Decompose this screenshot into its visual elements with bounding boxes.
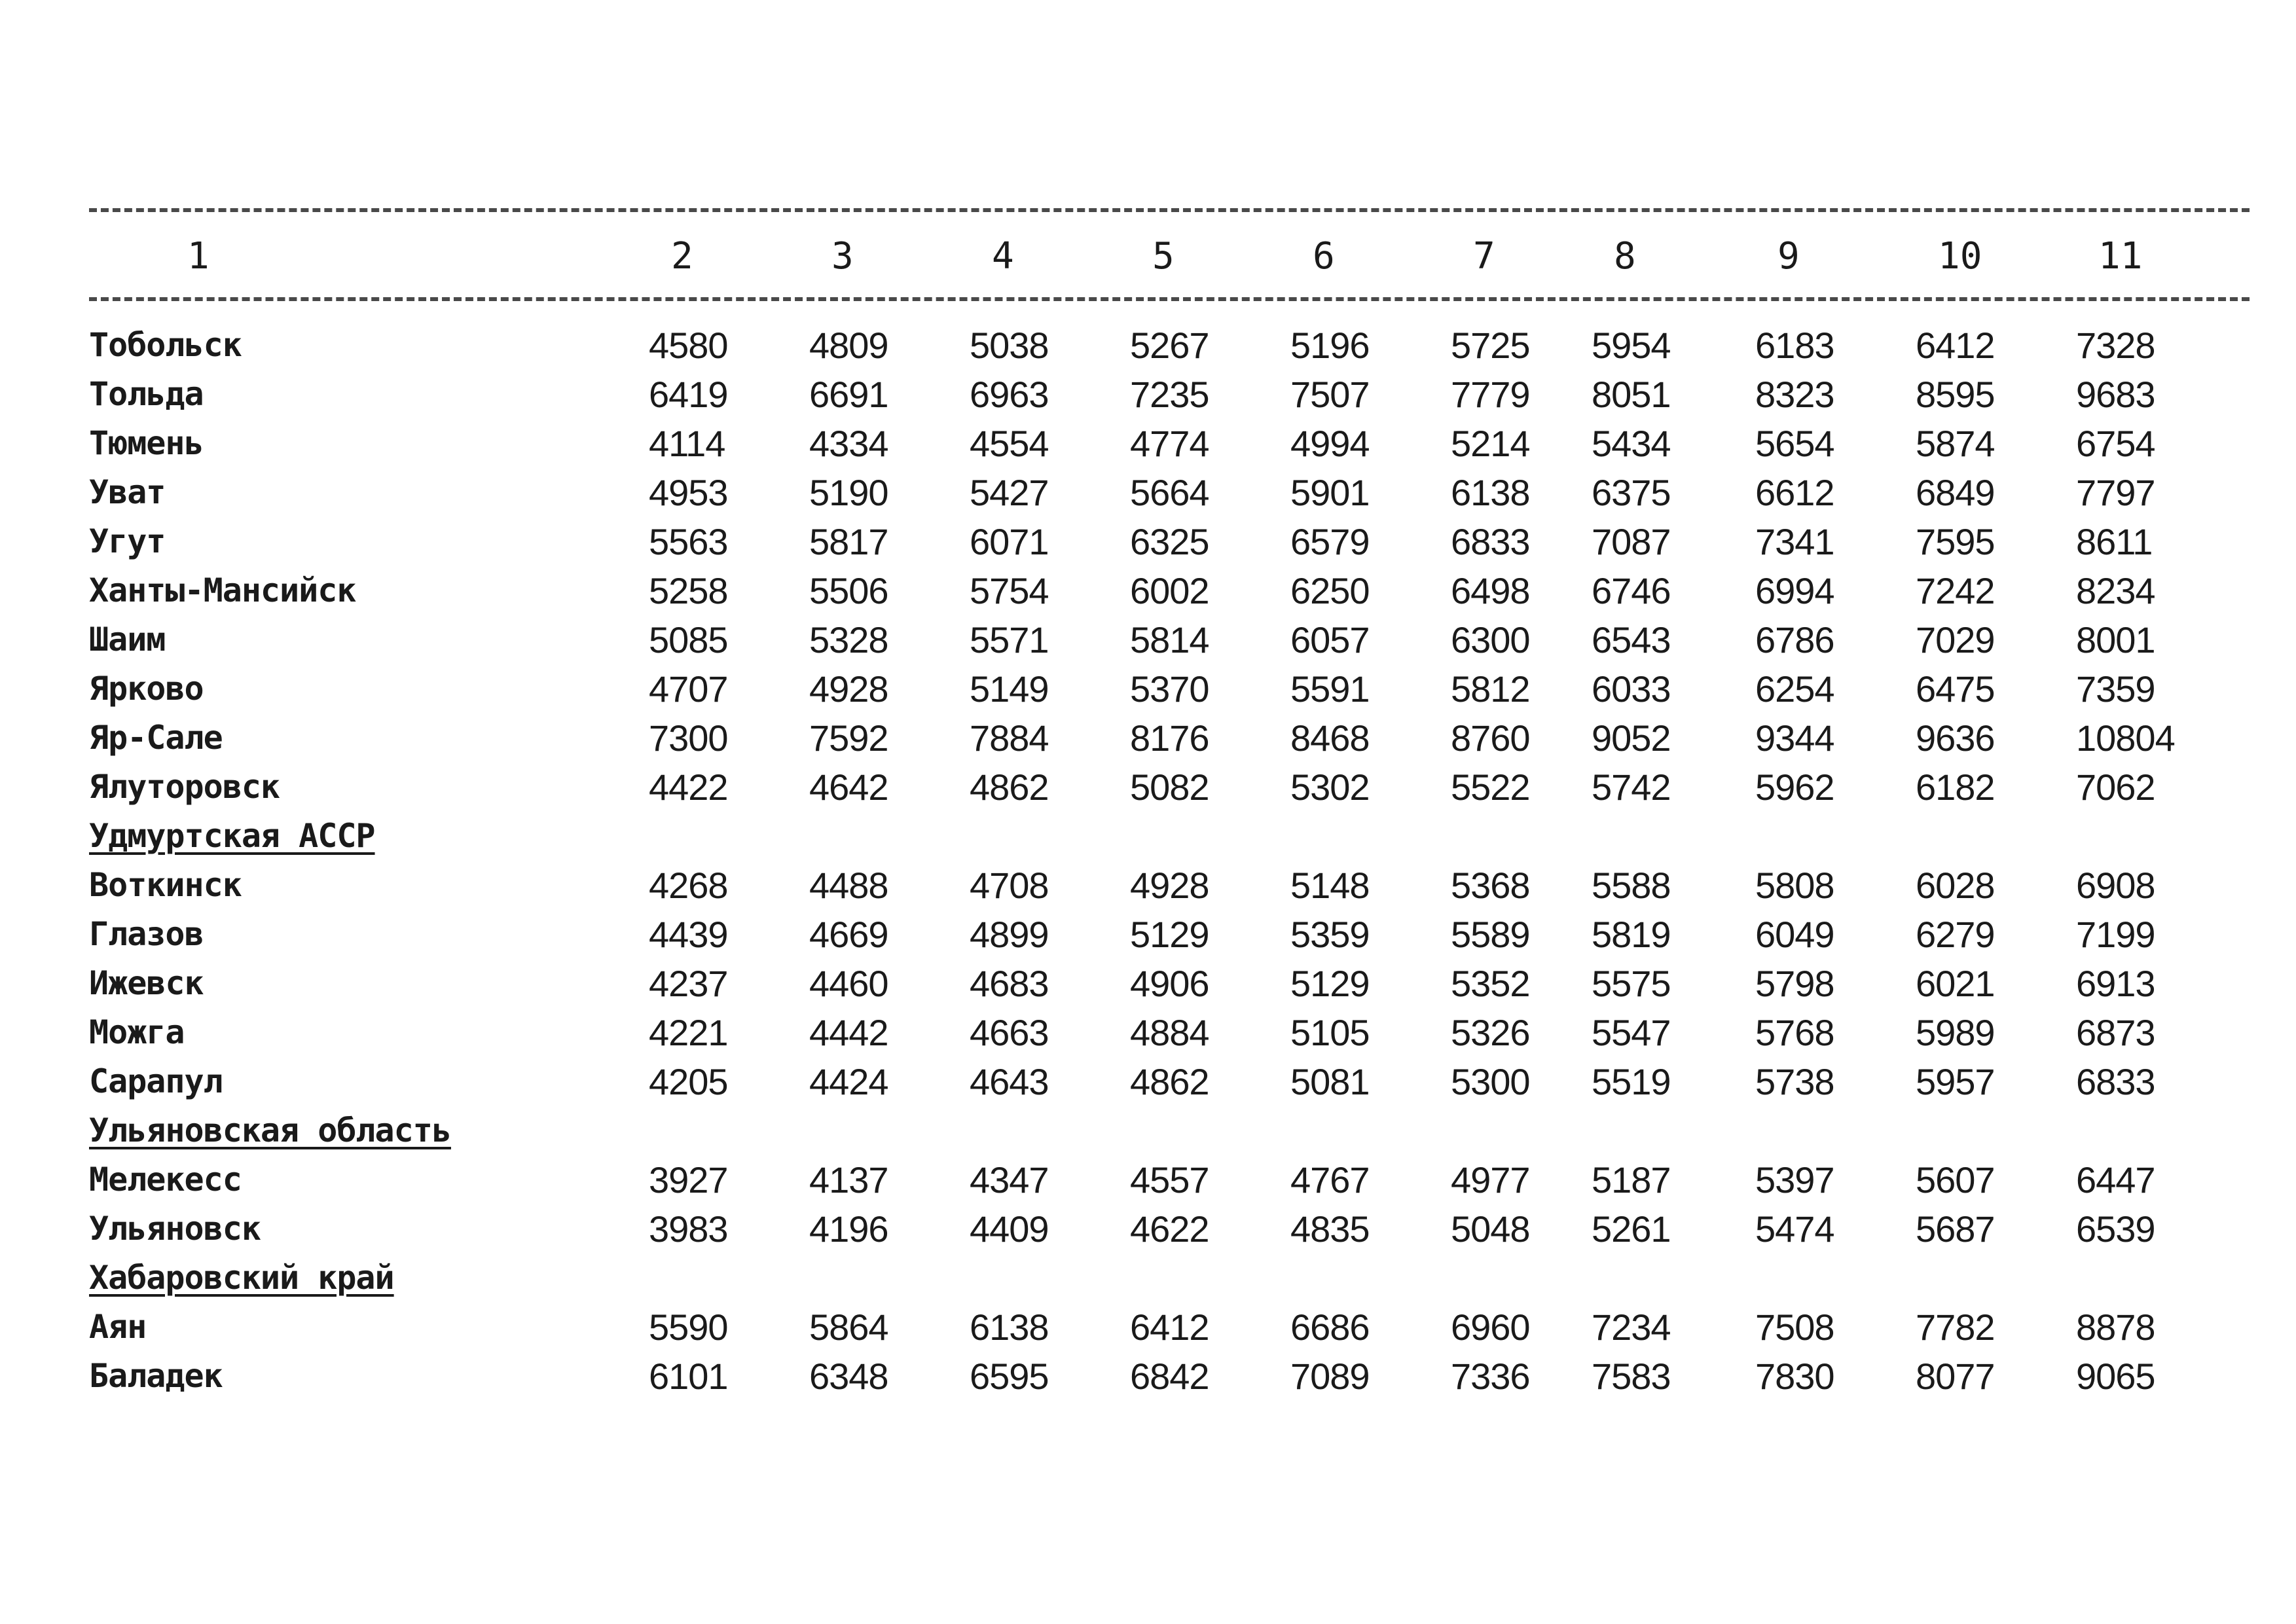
- value-cell-col-7: 5725: [1451, 325, 1530, 366]
- column-header-1: 1: [187, 235, 210, 278]
- value-cell-col-10: 5957: [1916, 1061, 1995, 1102]
- value-cell-col-3: 4137: [809, 1159, 888, 1200]
- value-cell-col-2: 4205: [649, 1061, 728, 1102]
- value-cell-col-6: 4994: [1290, 423, 1370, 464]
- value-cell-col-4: 6595: [970, 1356, 1049, 1397]
- value-cell-col-7: 5812: [1451, 668, 1530, 710]
- column-header-8: 8: [1614, 235, 1636, 278]
- value-cell-col-7: 5326: [1451, 1012, 1530, 1053]
- value-cell-col-6: 5302: [1290, 767, 1370, 808]
- value-cell-col-7: 5300: [1451, 1061, 1530, 1102]
- value-cell-col-5: 6842: [1130, 1356, 1209, 1397]
- table-row: [89, 517, 2250, 566]
- value-cell-col-9: 6786: [1755, 619, 1834, 660]
- value-cell-col-8: 6543: [1592, 619, 1671, 660]
- value-cell-col-2: 4422: [649, 767, 728, 808]
- value-cell-col-11: 7359: [2076, 668, 2155, 710]
- value-cell-col-11: 6873: [2076, 1012, 2155, 1053]
- value-cell-col-9: 5474: [1755, 1208, 1834, 1250]
- value-cell-col-11: 6908: [2076, 865, 2155, 906]
- section-heading: Удмуртская АССР: [89, 817, 375, 855]
- value-cell-col-11: 8611: [2076, 521, 2153, 562]
- value-cell-col-11: 8878: [2076, 1307, 2155, 1348]
- value-cell-col-11: 7199: [2076, 914, 2155, 955]
- value-cell-col-8: 5519: [1592, 1061, 1671, 1102]
- value-cell-col-2: 4580: [649, 325, 728, 366]
- value-cell-col-2: 3983: [649, 1208, 728, 1250]
- table-row: [89, 910, 2250, 959]
- value-cell-col-2: 5258: [649, 570, 728, 611]
- value-cell-col-5: 5664: [1130, 472, 1209, 513]
- value-cell-col-6: 5081: [1290, 1061, 1370, 1102]
- section-heading-row: [89, 812, 2250, 861]
- value-cell-col-7: 5368: [1451, 865, 1530, 906]
- value-cell-col-11: 9683: [2076, 374, 2155, 415]
- value-cell-col-3: 6691: [809, 374, 888, 415]
- value-cell-col-10: 6412: [1916, 325, 1995, 366]
- value-cell-col-6: 6579: [1290, 521, 1370, 562]
- value-cell-col-8: 5742: [1592, 767, 1671, 808]
- city-name: Аян: [89, 1308, 147, 1346]
- value-cell-col-3: 4809: [809, 325, 888, 366]
- table-row: [89, 321, 2250, 370]
- value-cell-col-5: 5082: [1130, 767, 1209, 808]
- value-cell-col-11: 7328: [2076, 325, 2155, 366]
- value-cell-col-11: 10804: [2076, 717, 2175, 759]
- value-cell-col-9: 6994: [1755, 570, 1834, 611]
- value-cell-col-8: 8051: [1592, 374, 1671, 415]
- city-name: Можга: [89, 1013, 185, 1051]
- value-cell-col-2: 7300: [649, 717, 728, 759]
- top-rule: [89, 208, 2250, 212]
- value-cell-col-8: 5575: [1592, 963, 1671, 1004]
- value-cell-col-3: 4460: [809, 963, 888, 1004]
- table-row: [89, 615, 2250, 664]
- city-name: Баладек: [89, 1357, 223, 1395]
- value-cell-col-10: 9636: [1916, 717, 1995, 759]
- column-header-4: 4: [992, 235, 1014, 278]
- value-cell-col-4: 5571: [970, 619, 1049, 660]
- value-cell-col-6: 5105: [1290, 1012, 1370, 1053]
- city-name: Глазов: [89, 915, 204, 953]
- value-cell-col-10: 6475: [1916, 668, 1995, 710]
- value-cell-col-6: 7089: [1290, 1356, 1370, 1397]
- value-cell-col-10: 5989: [1916, 1012, 1995, 1053]
- table-row: [89, 763, 2250, 812]
- value-cell-col-6: 5129: [1290, 963, 1370, 1004]
- value-cell-col-7: 6960: [1451, 1307, 1530, 1348]
- value-cell-col-8: 5819: [1592, 914, 1671, 955]
- value-cell-col-11: 6447: [2076, 1159, 2155, 1200]
- data-table: [89, 208, 2250, 1401]
- value-cell-col-9: 9344: [1755, 717, 1834, 759]
- value-cell-col-8: 7087: [1592, 521, 1671, 562]
- value-cell-col-6: 6250: [1290, 570, 1370, 611]
- value-cell-col-6: 5591: [1290, 668, 1370, 710]
- city-name: Ярково: [89, 670, 204, 708]
- city-name: Ханты-Мансийск: [89, 571, 356, 609]
- value-cell-col-5: 5129: [1130, 914, 1209, 955]
- value-cell-col-11: 8234: [2076, 570, 2155, 611]
- value-cell-col-10: 6028: [1916, 865, 1995, 906]
- column-header-9: 9: [1777, 235, 1800, 278]
- value-cell-col-10: 7782: [1916, 1307, 1995, 1348]
- city-name: Тольда: [89, 375, 204, 413]
- value-cell-col-11: 9065: [2076, 1356, 2155, 1397]
- value-cell-col-4: 5427: [970, 472, 1049, 513]
- section-heading-row: [89, 1254, 2250, 1303]
- value-cell-col-9: 5798: [1755, 963, 1834, 1004]
- value-cell-col-5: 4884: [1130, 1012, 1209, 1053]
- value-cell-col-4: 4663: [970, 1012, 1049, 1053]
- city-name: Ульяновск: [89, 1210, 261, 1248]
- value-cell-col-9: 5654: [1755, 423, 1834, 464]
- value-cell-col-10: 6849: [1916, 472, 1995, 513]
- value-cell-col-7: 6833: [1451, 521, 1530, 562]
- value-cell-col-11: 8001: [2076, 619, 2155, 660]
- value-cell-col-5: 5814: [1130, 619, 1209, 660]
- value-cell-col-4: 5754: [970, 570, 1049, 611]
- table-row: [89, 1303, 2250, 1352]
- value-cell-col-7: 7779: [1451, 374, 1530, 415]
- value-cell-col-7: 5048: [1451, 1208, 1530, 1250]
- value-cell-col-3: 4928: [809, 668, 888, 710]
- value-cell-col-2: 4114: [649, 423, 725, 464]
- value-cell-col-9: 5962: [1755, 767, 1834, 808]
- value-cell-col-11: 6913: [2076, 963, 2155, 1004]
- value-cell-col-6: 4767: [1290, 1159, 1370, 1200]
- value-cell-col-3: 5864: [809, 1307, 888, 1348]
- value-cell-col-8: 5187: [1592, 1159, 1671, 1200]
- city-name: Тюмень: [89, 424, 204, 462]
- value-cell-col-5: 4906: [1130, 963, 1209, 1004]
- value-cell-col-6: 6686: [1290, 1307, 1370, 1348]
- value-cell-col-3: 4334: [809, 423, 888, 464]
- value-cell-col-9: 6183: [1755, 325, 1834, 366]
- value-cell-col-6: 5148: [1290, 865, 1370, 906]
- city-name: Ижевск: [89, 964, 204, 1002]
- value-cell-col-11: 7797: [2076, 472, 2155, 513]
- value-cell-col-10: 7029: [1916, 619, 1995, 660]
- value-cell-col-10: 6279: [1916, 914, 1995, 955]
- value-cell-col-6: 6057: [1290, 619, 1370, 660]
- value-cell-col-9: 5768: [1755, 1012, 1834, 1053]
- city-name: Шаим: [89, 621, 166, 659]
- value-cell-col-4: 4347: [970, 1159, 1049, 1200]
- value-cell-col-5: 6412: [1130, 1307, 1209, 1348]
- value-cell-col-3: 5190: [809, 472, 888, 513]
- value-cell-col-5: 4774: [1130, 423, 1209, 464]
- value-cell-col-3: 4196: [809, 1208, 888, 1250]
- value-cell-col-9: 7830: [1755, 1356, 1834, 1397]
- value-cell-col-5: 6325: [1130, 521, 1209, 562]
- value-cell-col-7: 6138: [1451, 472, 1530, 513]
- value-cell-col-5: 4928: [1130, 865, 1209, 906]
- value-cell-col-4: 4683: [970, 963, 1049, 1004]
- value-cell-col-2: 4268: [649, 865, 728, 906]
- city-name: Ялуторовск: [89, 768, 280, 806]
- city-name: Угут: [89, 522, 166, 560]
- city-name: Тобольск: [89, 326, 242, 364]
- value-cell-col-10: 7595: [1916, 521, 1995, 562]
- value-cell-col-3: 7592: [809, 717, 888, 759]
- value-cell-col-3: 4488: [809, 865, 888, 906]
- value-cell-col-2: 4953: [649, 472, 728, 513]
- value-cell-col-4: 4554: [970, 423, 1049, 464]
- column-header-11: 11: [2098, 235, 2143, 278]
- value-cell-col-4: 4862: [970, 767, 1049, 808]
- value-cell-col-9: 5738: [1755, 1061, 1834, 1102]
- value-cell-col-8: 7583: [1592, 1356, 1671, 1397]
- value-cell-col-5: 5370: [1130, 668, 1209, 710]
- city-name: Уват: [89, 473, 166, 511]
- header-row: [89, 230, 2250, 283]
- value-cell-col-3: 4424: [809, 1061, 888, 1102]
- value-cell-col-5: 7235: [1130, 374, 1209, 415]
- value-cell-col-3: 5506: [809, 570, 888, 611]
- city-name: Воткинск: [89, 866, 242, 904]
- value-cell-col-4: 6071: [970, 521, 1049, 562]
- value-cell-col-2: 4221: [649, 1012, 728, 1053]
- value-cell-col-2: 6419: [649, 374, 728, 415]
- section-heading-row: [89, 1106, 2250, 1155]
- value-cell-col-4: 5149: [970, 668, 1049, 710]
- value-cell-col-10: 5874: [1916, 423, 1995, 464]
- value-cell-col-4: 4643: [970, 1061, 1049, 1102]
- table-row: [89, 1008, 2250, 1057]
- value-cell-col-8: 5547: [1592, 1012, 1671, 1053]
- value-cell-col-2: 5563: [649, 521, 728, 562]
- table-row: [89, 370, 2250, 419]
- table-row: [89, 566, 2250, 615]
- value-cell-col-5: 6002: [1130, 570, 1209, 611]
- table-row: [89, 1155, 2250, 1204]
- column-header-3: 3: [831, 235, 854, 278]
- value-cell-col-8: 5954: [1592, 325, 1671, 366]
- value-cell-col-3: 6348: [809, 1356, 888, 1397]
- city-name: Мелекесс: [89, 1161, 242, 1199]
- value-cell-col-6: 5359: [1290, 914, 1370, 955]
- table-row: [89, 1352, 2250, 1401]
- value-cell-col-3: 5328: [809, 619, 888, 660]
- value-cell-col-5: 4622: [1130, 1208, 1209, 1250]
- value-cell-col-6: 7507: [1290, 374, 1370, 415]
- table-row: [89, 419, 2250, 468]
- value-cell-col-8: 5434: [1592, 423, 1671, 464]
- value-cell-col-7: 5589: [1451, 914, 1530, 955]
- value-cell-col-9: 5808: [1755, 865, 1834, 906]
- value-cell-col-8: 6375: [1592, 472, 1671, 513]
- value-cell-col-3: 4642: [809, 767, 888, 808]
- value-cell-col-10: 5607: [1916, 1159, 1995, 1200]
- value-cell-col-3: 5817: [809, 521, 888, 562]
- value-cell-col-5: 5267: [1130, 325, 1209, 366]
- value-cell-col-8: 5588: [1592, 865, 1671, 906]
- value-cell-col-2: 4237: [649, 963, 728, 1004]
- value-cell-col-8: 7234: [1592, 1307, 1671, 1348]
- table-row: [89, 1057, 2250, 1106]
- value-cell-col-11: 6539: [2076, 1208, 2155, 1250]
- value-cell-col-4: 6963: [970, 374, 1049, 415]
- value-cell-col-8: 9052: [1592, 717, 1671, 759]
- table-row: [89, 468, 2250, 517]
- value-cell-col-5: 4557: [1130, 1159, 1209, 1200]
- value-cell-col-7: 5214: [1451, 423, 1530, 464]
- value-cell-col-9: 6254: [1755, 668, 1834, 710]
- value-cell-col-6: 8468: [1290, 717, 1370, 759]
- section-heading: Хабаровский край: [89, 1259, 394, 1297]
- value-cell-col-2: 5590: [649, 1307, 728, 1348]
- value-cell-col-9: 8323: [1755, 374, 1834, 415]
- value-cell-col-2: 4707: [649, 668, 728, 710]
- value-cell-col-11: 7062: [2076, 767, 2155, 808]
- value-cell-col-10: 6182: [1916, 767, 1995, 808]
- value-cell-col-4: 7884: [970, 717, 1049, 759]
- table-body: [89, 321, 2250, 1401]
- value-cell-col-5: 8176: [1130, 717, 1209, 759]
- value-cell-col-9: 6612: [1755, 472, 1834, 513]
- value-cell-col-7: 8760: [1451, 717, 1530, 759]
- table-row: [89, 664, 2250, 713]
- value-cell-col-11: 6833: [2076, 1061, 2155, 1102]
- value-cell-col-4: 4409: [970, 1208, 1049, 1250]
- value-cell-col-9: 7341: [1755, 521, 1834, 562]
- table-row: [89, 959, 2250, 1008]
- section-heading: Ульяновская область: [89, 1111, 451, 1149]
- value-cell-col-9: 7508: [1755, 1307, 1834, 1348]
- value-cell-col-4: 6138: [970, 1307, 1049, 1348]
- value-cell-col-4: 4708: [970, 865, 1049, 906]
- value-cell-col-8: 6033: [1592, 668, 1671, 710]
- value-cell-col-10: 6021: [1916, 963, 1995, 1004]
- table-row: [89, 713, 2250, 763]
- table-row: [89, 1204, 2250, 1254]
- value-cell-col-4: 4899: [970, 914, 1049, 955]
- value-cell-col-2: 3927: [649, 1159, 728, 1200]
- column-header-2: 2: [671, 235, 693, 278]
- value-cell-col-3: 4669: [809, 914, 888, 955]
- header-rule: [89, 297, 2250, 301]
- value-cell-col-10: 5687: [1916, 1208, 1995, 1250]
- table-row: [89, 861, 2250, 910]
- column-header-6: 6: [1313, 235, 1335, 278]
- value-cell-col-9: 5397: [1755, 1159, 1834, 1200]
- column-header-5: 5: [1152, 235, 1175, 278]
- value-cell-col-2: 5085: [649, 619, 728, 660]
- value-cell-col-9: 6049: [1755, 914, 1834, 955]
- column-header-7: 7: [1473, 235, 1495, 278]
- value-cell-col-7: 4977: [1451, 1159, 1530, 1200]
- value-cell-col-4: 5038: [970, 325, 1049, 366]
- value-cell-col-8: 5261: [1592, 1208, 1671, 1250]
- value-cell-col-11: 6754: [2076, 423, 2155, 464]
- value-cell-col-7: 6300: [1451, 619, 1530, 660]
- value-cell-col-6: 5196: [1290, 325, 1370, 366]
- value-cell-col-7: 7336: [1451, 1356, 1530, 1397]
- value-cell-col-2: 4439: [649, 914, 728, 955]
- value-cell-col-8: 6746: [1592, 570, 1671, 611]
- value-cell-col-10: 8595: [1916, 374, 1995, 415]
- value-cell-col-7: 5522: [1451, 767, 1530, 808]
- value-cell-col-6: 4835: [1290, 1208, 1370, 1250]
- column-header-10: 10: [1938, 235, 1982, 278]
- value-cell-col-10: 8077: [1916, 1356, 1995, 1397]
- value-cell-col-10: 7242: [1916, 570, 1995, 611]
- value-cell-col-7: 5352: [1451, 963, 1530, 1004]
- value-cell-col-6: 5901: [1290, 472, 1370, 513]
- value-cell-col-7: 6498: [1451, 570, 1530, 611]
- value-cell-col-3: 4442: [809, 1012, 888, 1053]
- value-cell-col-5: 4862: [1130, 1061, 1209, 1102]
- city-name: Яр-Сале: [89, 719, 223, 757]
- value-cell-col-2: 6101: [649, 1356, 728, 1397]
- city-name: Сарапул: [89, 1062, 223, 1100]
